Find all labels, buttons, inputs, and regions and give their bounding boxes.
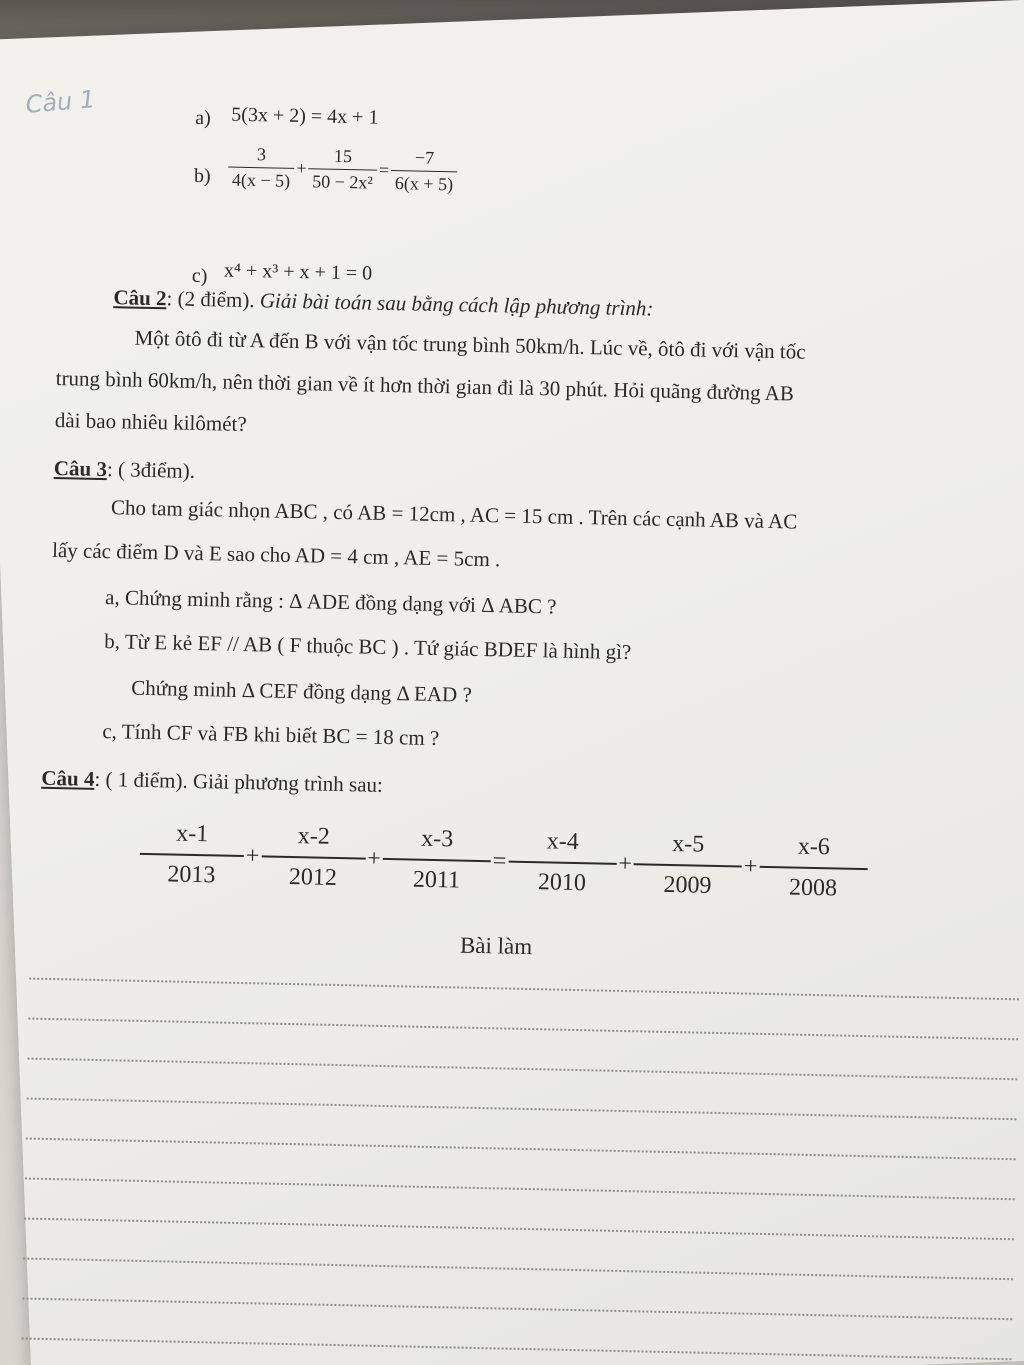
handwritten-question-label: Câu 1 xyxy=(24,85,97,119)
q3-part-c: c, Tính CF và FB khi biết BC = 18 cm ? xyxy=(102,719,440,751)
q2-line-1: Một ôtô đi từ A đến B với vận tốc trung bình 50km/h. Lúc về, ôtô đi với vận tốc xyxy=(134,325,806,364)
fraction xyxy=(512,828,613,898)
answer-line xyxy=(22,1337,1012,1360)
q3-label: Câu 3 xyxy=(53,455,108,482)
q1-a-label: a) xyxy=(195,106,212,130)
numerator: x-4 xyxy=(546,828,580,856)
denominator: 2010 xyxy=(508,861,617,898)
q2-heading xyxy=(113,285,653,321)
q4-heading xyxy=(41,766,383,798)
fraction xyxy=(637,830,738,900)
fraction xyxy=(308,145,378,193)
q1-b-equation xyxy=(226,144,460,196)
q3-part-b: b, Từ E kẻ EF // AB ( F thuộc BC ) . Tứ giác BDEF là hình gì? xyxy=(104,629,632,665)
fraction xyxy=(391,147,458,195)
q2-line-3: dài bao nhiêu kilômét? xyxy=(54,407,247,436)
numerator: x-3 xyxy=(421,825,454,853)
fraction xyxy=(228,144,295,192)
answer-line xyxy=(28,1018,1018,1041)
q1-a-equation: 5(3x + 2) = 4x + 1 xyxy=(231,103,379,129)
fraction xyxy=(265,822,362,892)
answer-line xyxy=(26,1138,1016,1161)
denominator: 4(x − 5) xyxy=(228,167,295,192)
plus-sign: + xyxy=(296,157,307,179)
numerator: −7 xyxy=(414,147,435,168)
denominator: 6(x + 5) xyxy=(391,170,458,195)
q3-line-1: Cho tam giác nhọn ABC , có AB = 12cm , AC = 15 cm . Trên các cạnh AB và AC xyxy=(110,495,798,534)
answer-line xyxy=(24,1217,1014,1240)
answer-line xyxy=(22,1297,1012,1320)
q1-c-label: c) xyxy=(191,264,208,288)
q3-heading xyxy=(54,456,196,484)
q2-line-2: trung bình 60km/h, nên thời gian về ít hơn thời gian đi là 30 phút. Hỏi quãng đường AB xyxy=(55,365,795,406)
equals-sign: = xyxy=(378,159,390,180)
q3-part-a: a, Chứng minh rằng : Δ ADE đồng dạng với Δ ABC ? xyxy=(104,585,557,619)
plus-sign: + xyxy=(245,842,260,869)
q1-b-label: b) xyxy=(193,164,211,188)
numerator: x-1 xyxy=(175,820,209,848)
plus-sign: + xyxy=(743,852,758,880)
answer-line xyxy=(29,978,1019,1001)
fraction xyxy=(143,820,240,890)
fraction xyxy=(763,833,864,903)
denominator: 50 − 2x² xyxy=(308,168,377,193)
q4-equation xyxy=(141,820,866,903)
q2-label: Câu 2 xyxy=(113,285,167,311)
equals-sign: = xyxy=(492,847,507,875)
numerator: x-2 xyxy=(297,823,331,850)
denominator: 2013 xyxy=(139,853,244,890)
numerator: 3 xyxy=(256,144,267,165)
q3-part-b-2: Chứng minh Δ CEF đồng dạng Δ EAD ? xyxy=(131,675,473,707)
numerator: x-6 xyxy=(797,833,831,861)
denominator: 2012 xyxy=(261,855,366,892)
answer-line xyxy=(23,1257,1013,1280)
q3-line-2: lấy các điểm D và E sao cho AD = 4 cm , AE = 5cm . xyxy=(51,537,501,572)
denominator: 2008 xyxy=(759,866,868,903)
denominator: 2011 xyxy=(382,858,491,895)
numerator: 15 xyxy=(333,145,353,167)
q2-instruction: Giải bài toán sau bằng cách lập phương trình: xyxy=(259,288,654,321)
plus-sign: + xyxy=(618,850,633,877)
fraction xyxy=(386,825,487,895)
q3-points: : ( 3điểm). xyxy=(106,457,196,483)
q2-points: : (2 điểm). xyxy=(166,286,261,313)
q4-points: : ( 1 điểm). Giải phương trình sau: xyxy=(94,766,384,797)
denominator: 2009 xyxy=(633,863,742,900)
answer-line xyxy=(25,1178,1015,1201)
numerator: x-5 xyxy=(672,830,705,858)
q4-label: Câu 4 xyxy=(41,765,95,791)
answer-line xyxy=(27,1058,1017,1081)
answer-heading: Bài làm xyxy=(459,932,533,960)
plus-sign: + xyxy=(367,845,382,872)
q1-c-equation: x⁴ + x³ + x + 1 = 0 xyxy=(223,259,373,285)
answer-line xyxy=(27,1098,1017,1121)
